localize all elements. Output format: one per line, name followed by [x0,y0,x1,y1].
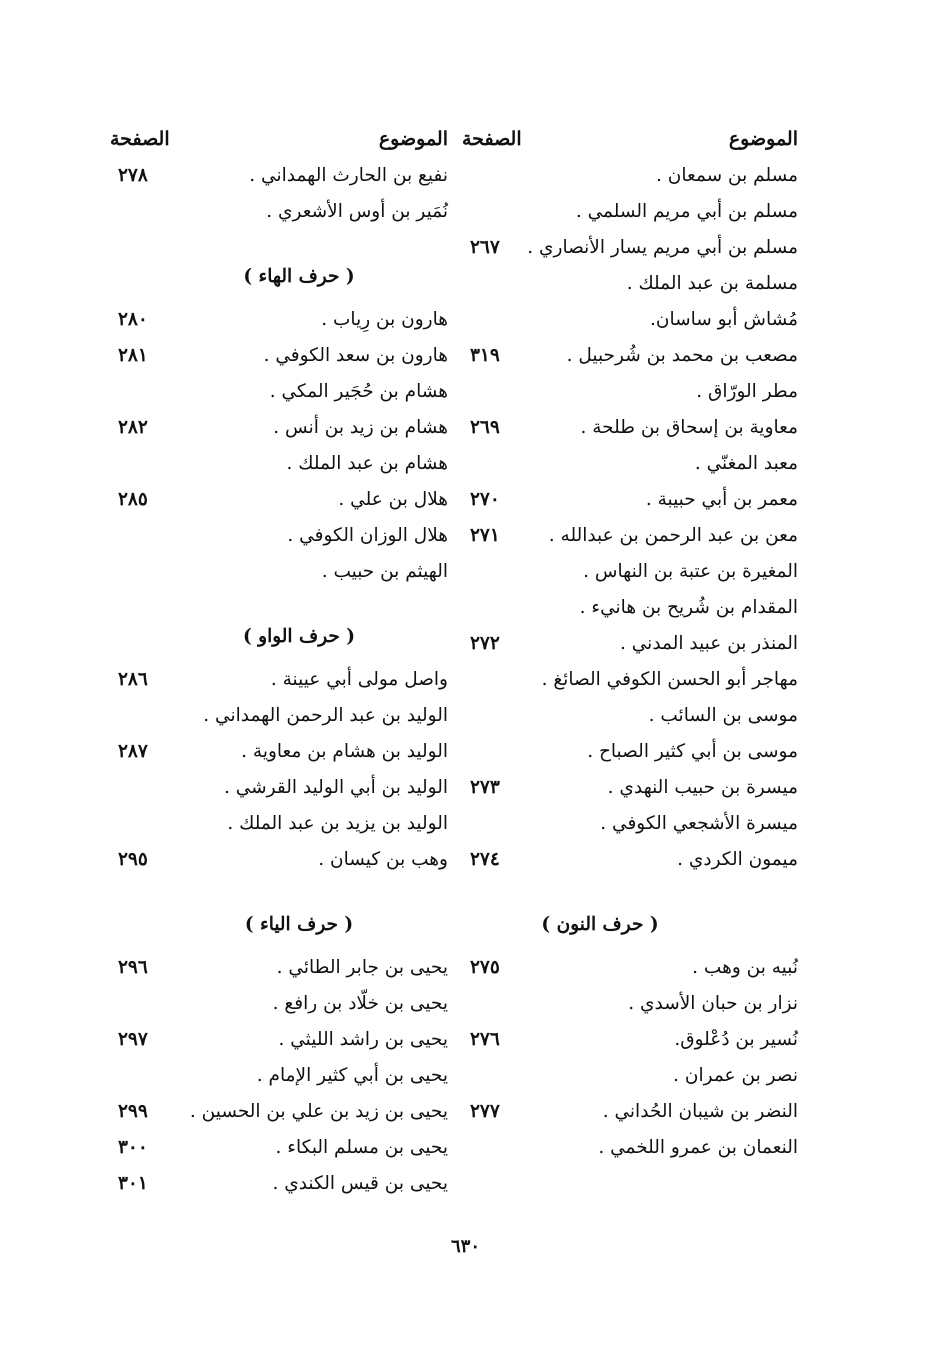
entry-topic: موسى بن السائب . [648,705,798,726]
index-entry [462,304,798,340]
entry-topic: نصر بن عمران . [673,1065,798,1086]
index-entry [462,556,798,592]
entry-topic: مسلم بن سمعان . [656,165,798,186]
section-heading-waw: ( حرف الواو ) [242,626,356,647]
index-entry [462,844,798,880]
index-entry [110,448,448,484]
entry-topic: مسلمة بن عبد الملك . [626,273,798,294]
entry-topic: مسلم بن أبي مريم يسار الأنصاري . [527,237,798,258]
index-entry [462,952,798,988]
entry-topic: نفيع بن الحارث الهمداني . [249,165,448,186]
index-entry [462,448,798,484]
entry-page: ٢٧١ [470,525,500,546]
entry-page: ٢٦٧ [470,237,500,258]
entry-page: ٢٧٠ [470,489,500,510]
entry-topic: معبد المغنّي . [694,453,798,474]
entry-page: ٢٩٩ [118,1101,148,1122]
entry-page: ٢٦٩ [470,417,500,438]
index-entry [110,376,448,412]
entry-topic: نُمَير بن أوس الأشعري . [266,201,448,222]
section-heading-yaa: ( حرف الياء ) [244,914,354,935]
index-entry [462,1024,798,1060]
index-entry [462,340,798,376]
index-entry [462,808,798,844]
index-entry [110,844,448,880]
index-entry [110,700,448,736]
index-entry [462,376,798,412]
index-entry [110,664,448,700]
yaa-entries [110,952,448,1204]
index-entry [110,520,448,556]
index-entry [110,556,448,592]
index-entry [462,412,798,448]
index-entry [110,304,448,340]
entry-topic: مصعب بن محمد بن شُرحبيل . [566,345,798,366]
entry-topic: يحيى بن راشد الليثي . [278,1029,448,1050]
entry-page: ٢٧٥ [470,957,500,978]
entry-topic: هشام بن حُجَير المكي . [269,381,448,402]
entry-topic: المغيرة بن عتبة بن النهاس . [583,561,798,582]
index-entry [110,196,448,232]
entry-topic: يحيى بن أبي كثير الإمام . [256,1065,448,1086]
right-entries [462,160,798,880]
index-entry [462,160,798,196]
entry-topic: معمر بن أبي حبيبة . [645,489,798,510]
index-entry [110,484,448,520]
page-header: الصفحة [462,128,522,150]
entry-topic: معاوية بن إسحاق بن طلحة . [580,417,798,438]
entry-topic: نُبيه بن وهب . [692,957,798,978]
topic-header: الموضوع [728,128,798,150]
entry-topic: المنذر بن عبيد المدني . [620,633,798,654]
entry-topic: نُسير بن دُعْلوق. [674,1029,798,1050]
entry-page: ٣٠١ [118,1173,148,1194]
index-entry [110,1024,448,1060]
index-entry [110,1096,448,1132]
entry-topic: واصل مولى أبي عيينة . [270,669,448,690]
entry-topic: الوليد بن هشام بن معاوية . [241,741,448,762]
entry-topic: مطر الورّاق . [696,381,798,402]
index-entry [462,232,798,268]
entry-topic: يحيى بن زيد بن علي بن الحسين . [189,1101,448,1122]
entry-topic: هلال الوزان الكوفي . [287,525,448,546]
entry-topic: هلال بن علي . [338,489,448,510]
entry-page: ٢٨٥ [118,489,148,510]
index-entry [462,628,798,664]
entry-topic: مهاجر أبو الحسن الكوفي الصائغ . [541,669,798,690]
index-entry [462,1060,798,1096]
entry-page: ٢٩٧ [118,1029,148,1050]
entry-topic: هشام بن زيد بن أنس . [273,417,448,438]
entry-topic: الوليد بن عبد الرحمن الهمداني . [203,705,448,726]
entry-topic: يحيى بن مسلم البكاء . [275,1137,448,1158]
index-entry [462,772,798,808]
entry-topic: يحيى بن خلّاد بن رافع . [272,993,448,1014]
entry-page: ٢٧٣ [470,777,500,798]
entry-topic: يحيى بن جابر الطائي . [276,957,448,978]
index-entry [462,664,798,700]
index-entry [110,1132,448,1168]
entry-topic: مسلم بن أبي مريم السلمي . [575,201,798,222]
index-entry [110,772,448,808]
entry-page: ٢٩٥ [118,849,148,870]
entry-topic: الوليد بن أبي الوليد القرشي . [223,777,448,798]
haa-entries [110,304,448,592]
index-entry [110,988,448,1024]
page-header: الصفحة [110,128,170,150]
section-haa [110,232,448,304]
left-column-header [110,124,448,160]
entry-topic: هشام بن عبد الملك . [286,453,448,474]
entry-topic: ميسرة الأشجعي الكوفي . [600,813,798,834]
entry-topic: الوليد بن يزيد بن عبد الملك . [227,813,448,834]
waw-entries [110,664,448,880]
index-entry [462,1132,798,1168]
index-entry [462,700,798,736]
page-number: ٦٣٠ [450,1236,480,1257]
entry-topic: موسى بن أبي كثير الصباح . [587,741,798,762]
entry-page: ٢٧٤ [470,849,500,870]
entry-topic: النعمان بن عمرو اللخمي . [598,1137,798,1158]
right-column-header [462,124,798,160]
entry-topic: مُشاش أبو ساسان. [650,309,798,330]
entry-page: ٢٧٧ [470,1101,500,1122]
index-entry [462,592,798,628]
entry-topic: النضر بن شيبان الحُداني . [602,1101,798,1122]
entry-topic: يحيى بن قيس الكندي . [272,1173,448,1194]
entry-page: ٢٧٨ [118,165,148,186]
entry-topic: نزار بن حبان الأسدي . [628,993,798,1014]
index-entry [110,736,448,772]
index-entry [462,988,798,1024]
section-yaa [110,880,448,952]
index-entry [462,484,798,520]
index-entry [110,340,448,376]
entry-page: ٣٠٠ [118,1137,148,1158]
entry-topic: المقدام بن شُريح بن هانيء . [579,597,798,618]
entry-topic: وهب بن كيسان . [318,849,448,870]
right-column [462,124,798,1168]
entry-page: ٢٨٧ [118,741,148,762]
index-entry [110,412,448,448]
entry-page: ٢٧٦ [470,1029,500,1050]
index-entry [110,808,448,844]
index-entry [110,160,448,196]
entry-topic: معن بن عبد الرحمن بن عبدالله . [548,525,798,546]
index-entry [462,268,798,304]
entry-topic: ميمون الكردي . [677,849,798,870]
topic-header: الموضوع [378,128,448,150]
entry-topic: هارون بن رِياب . [321,309,448,330]
entry-page: ٢٨٠ [118,309,148,330]
section-heading-haa: ( حرف الهاء ) [243,266,355,287]
index-entry [110,1168,448,1204]
entry-page: ٢٩٦ [118,957,148,978]
left-column [110,124,448,1204]
index-entry [462,520,798,556]
index-entry [462,736,798,772]
entry-page: ٢٨١ [118,345,148,366]
entry-page: ٢٨٢ [118,417,148,438]
left-entries [110,160,448,232]
entry-page: ٢٧٢ [470,633,500,654]
noon-entries [462,952,798,1168]
index-entry [110,1060,448,1096]
section-waw [110,592,448,664]
index-entry [462,196,798,232]
entry-topic: الهيثم بن حبيب . [321,561,448,582]
index-entry [462,1096,798,1132]
entry-topic: هارون بن سعد الكوفي . [263,345,448,366]
entry-topic: ميسرة بن حبيب النهدي . [607,777,798,798]
section-noon [462,880,798,952]
entry-page: ٢٨٦ [118,669,148,690]
entry-page: ٣١٩ [470,345,500,366]
index-entry [110,952,448,988]
section-heading-noon: ( حرف النون ) [541,914,659,935]
